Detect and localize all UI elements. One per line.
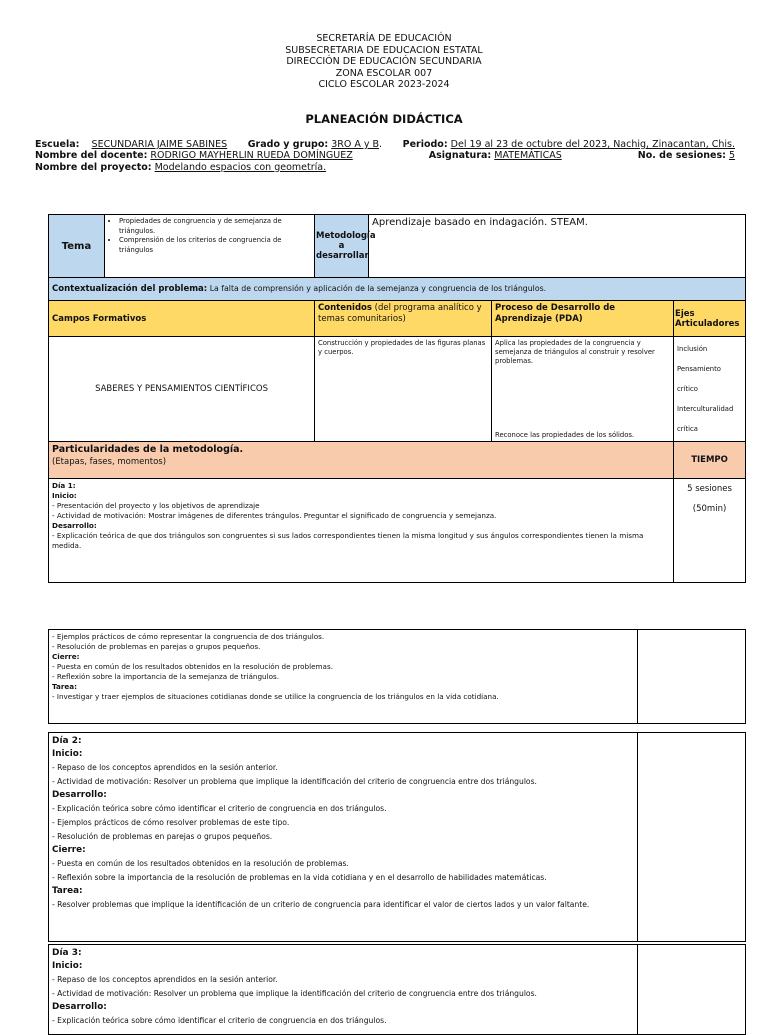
contexto-label: Contextualización del problema: (52, 284, 208, 294)
tiempo-label: TIEMPO (674, 442, 746, 479)
info-block: Escuela: SECUNDARIA JAIME SABINES Grado y grupo: 3RO A y B. Periodo: Del 19 al 23 de octubre del 2023, Nachig, Zinacantan, Chis. Nombre del docente: RODRIGO MAYHERLIN RUEDA DOMÍNGUEZ Asignatura: MATEMÁTICAS No. de sesiones: 5 Nombre del proyecto: Modelando espacios con geometría. (35, 139, 735, 173)
tema-item: • Propiedades de congruencia y de semejanza de triángulos. (119, 217, 311, 236)
day3-desarrollo: Desarrollo: (52, 1002, 107, 1012)
day1-cierre-item: - Reflexión sobre la importancia de la semejanza de triángulos. (52, 672, 280, 681)
day1-continuation-table (48, 629, 746, 724)
day2-cierre-item: - Reflexión sobre la importancia de la resolución de problemas en la vida cotidiana y en el desarrollo de habilidades matemáticas. (52, 873, 547, 882)
escuela-label: Escuela: (35, 139, 80, 150)
contenidos-label: Contenidos (318, 303, 372, 313)
day2-desarrollo-item: - Explicación teórica sobre cómo identificar el criterio de congruencia en dos triángulos. (52, 804, 387, 813)
day1-desarrollo: Desarrollo: (52, 521, 97, 530)
day2-desarrollo-item: - Resolución de problemas en parejas o grupos pequeños. (52, 832, 273, 841)
day2-cierre-item: - Puesta en común de los resultados obtenidos en la resolución de problemas. (52, 859, 349, 868)
day1-inicio-item: - Presentación del proyecto y los objetivos de aprendizaje (52, 501, 260, 510)
docente-value: RODRIGO MAYHERLIN RUEDA DOMÍNGUEZ (150, 150, 353, 162)
grado-value: 3RO A y B (331, 139, 380, 150)
day2-table (48, 732, 746, 942)
day3-inicio: Inicio: (52, 961, 83, 971)
periodo-value: Del 19 al 23 de octubre del 2023, Nachig, Zinacantan, Chis. (450, 139, 735, 150)
docente-label: Nombre del docente: (35, 150, 148, 162)
day1-cont-item: - Ejemplos prácticos de cómo representar la congruencia de dos triángulos. (52, 632, 325, 641)
sesiones-value: 5 (728, 150, 735, 162)
day2-desarrollo-item: - Ejemplos prácticos de cómo resolver problemas de este tipo. (52, 818, 290, 827)
metodologia-label: Metodología a desarrollar (315, 215, 369, 278)
day2-time-cell (638, 733, 746, 942)
eje-item: Interculturalidad crítica (677, 405, 734, 433)
ejes-label: Ejes Articuladores (674, 301, 746, 337)
day3-cell (49, 945, 638, 1035)
day1-cont-time-cell (638, 630, 746, 724)
header-line: SECRETARÍA DE EDUCACIÓN (316, 33, 452, 44)
proyecto-label: Nombre del proyecto: (35, 161, 152, 173)
ejes-cell (674, 337, 746, 442)
day2-desarrollo: Desarrollo: (52, 790, 107, 800)
day2-tarea: Tarea: (52, 886, 83, 896)
day2-cierre: Cierre: (52, 845, 86, 855)
tiempo-minutos: (50min) (692, 504, 727, 514)
particularidades-label: Particularidades de la metodología. (52, 444, 244, 455)
proyecto-value: Modelando espacios con geometría. (154, 161, 327, 173)
day2-inicio-item: - Actividad de motivación: Resolver un problema que implique la identificación del criterio de congruencia entre dos triángulos. (52, 777, 537, 786)
day3-title: Día 3: (52, 948, 82, 958)
contexto-row (49, 278, 746, 301)
day1-cierre-item: - Puesta en común de los resultados obtenidos en la resolución de problemas. (52, 662, 333, 671)
tema-cell (105, 215, 315, 278)
planning-table (48, 214, 746, 583)
asignatura-label: Asignatura: (428, 150, 492, 162)
document-header (0, 33, 768, 91)
header-line: DIRECCIÓN DE EDUCACIÓN SECUNDARIA (286, 56, 482, 67)
day2-cell (49, 733, 638, 942)
day1-inicio-item: - Actividad de motivación: Mostrar imágenes de diferentes trángulos. Preguntar el significado de congruencia y semejanza. (52, 511, 497, 520)
eje-item: Pensamiento crítico (677, 365, 721, 393)
day1-inicio: Inicio: (52, 491, 77, 500)
day1-tarea: Tarea: (52, 682, 77, 691)
contenidos-header (315, 301, 492, 337)
contenido-value: Construcción y propiedades de las figuras planas y cuerpos. (315, 337, 492, 442)
pda-label: Proceso de Desarrollo de Aprendizaje (PDA) (492, 301, 674, 337)
day1-tarea-item: - Investigar y traer ejemplos de situaciones cotidianas donde se utilice la congruencia de los triángulos en la vida cotidiana. (52, 692, 499, 701)
asignatura-value: MATEMÁTICAS (494, 150, 562, 162)
day2-inicio-item: - Repaso de los conceptos aprendidos en la sesión anterior. (52, 763, 278, 772)
header-line: ZONA ESCOLAR 007 (335, 67, 433, 79)
day3-time-cell (638, 945, 746, 1035)
pda-text-2: Reconoce las propiedades de los sólidos. (495, 430, 635, 439)
eje-item: Inclusión (677, 345, 708, 353)
day3-table (48, 944, 746, 1035)
tema-label: Tema (49, 215, 105, 278)
day2-title: Día 2: (52, 736, 82, 746)
tiempo-sesiones: 5 sesiones (687, 484, 732, 494)
day3-inicio-item: - Actividad de motivación: Resolver un problema que implique la identificación del criterio de congruencia entre dos triángulos. (52, 989, 537, 998)
header-line: CICLO ESCOLAR 2023-2024 (318, 79, 450, 90)
periodo-label: Periodo: (402, 139, 448, 150)
grado-label: Grado y grupo: (247, 139, 329, 150)
document-title: PLANEACIÓN DIDÁCTICA (305, 112, 463, 126)
metodologia-value: Aprendizaje basado en indagación. STEAM. (369, 215, 746, 278)
pda-cell (492, 337, 674, 442)
tema-item: • Comprensión de los criterios de congruencia de triángulos (119, 236, 311, 255)
tiempo-cell (674, 479, 746, 583)
contenidos-sub: (del programa analítico y temas comunitarios) (318, 303, 482, 324)
day1-cont-item: - Resolución de problemas en parejas o grupos pequeños. (52, 642, 261, 651)
particularidades-sub: (Etapas, fases, momentos) (52, 457, 167, 467)
day1-title: Día 1: (52, 481, 76, 490)
campo-value: SABERES Y PENSAMIENTOS CIENTÍFICOS (49, 337, 315, 442)
header-line: SUBSECRETARIA DE EDUCACION ESTATAL (285, 44, 483, 56)
day3-inicio-item: - Repaso de los conceptos aprendidos en la sesión anterior. (52, 975, 278, 984)
day2-tarea-item: - Resolver problemas que implique la identificación de un criterio de congruencia para identificar el valor de ciertos lados y un valor faltante. (52, 900, 590, 909)
day2-inicio: Inicio: (52, 749, 83, 759)
campos-label: Campos Formativos (49, 301, 315, 337)
day3-desarrollo-item: - Explicación teórica sobre cómo identificar el criterio de congruencia en dos triángulos. (52, 1016, 387, 1025)
particularidades-cell (49, 442, 674, 479)
day1-desarrollo-item: - Explicación teórica de que dos triángulos son congruentes si sus lados correspondientes tienen la misma longitud y sus ángulos correspondientes tienen la misma medida. (52, 531, 644, 550)
day1-cierre: Cierre: (52, 652, 80, 661)
contexto-value: La falta de comprensión y aplicación de la semejanza y congruencia de los triángulos. (209, 284, 547, 293)
pda-text-1: Aplica las propiedades de la congruencia y semejanza de triángulos al construir y resolver problemas. (495, 339, 655, 366)
escuela-value: SECUNDARIA JAIME SABINES (91, 139, 228, 150)
sesiones-label: No. de sesiones: (637, 150, 726, 162)
day1-cont-cell (49, 630, 638, 724)
day1-cell (49, 479, 674, 583)
